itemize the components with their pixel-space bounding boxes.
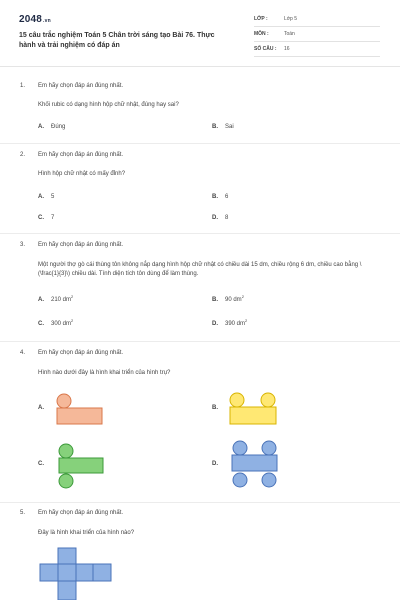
- option-text: 7: [51, 215, 55, 221]
- option-letter: D.: [212, 461, 218, 467]
- question-text: Khối rubic có dạng hình hộp chữ nhật, đúng hay sai?: [38, 102, 179, 108]
- option-exponent: 2: [71, 294, 74, 299]
- option-exponent: 2: [71, 318, 74, 323]
- option-text: 8: [225, 215, 229, 221]
- question-text: Hình hộp chữ nhật có mấy đỉnh?: [38, 171, 126, 177]
- logo-main: 2048: [19, 14, 43, 25]
- question-number: 2.: [20, 152, 26, 158]
- option-text: Sai: [225, 124, 234, 130]
- question-text: Hình nào dưới đây là hình khai triển của hình trụ?: [38, 370, 171, 376]
- option-text: Đúng: [51, 124, 66, 130]
- question-instruction: Em hãy chọn đáp án đúng nhất.: [38, 510, 124, 516]
- question-number: 1.: [20, 83, 26, 89]
- meta-key: SỐ CÂU :: [254, 46, 277, 52]
- option-letter: C.: [38, 321, 44, 327]
- meta-value: Lớp 5: [284, 16, 298, 22]
- option-exponent: 2: [241, 294, 244, 299]
- net-square-bottom: [58, 581, 76, 600]
- option-text: 390 dm: [225, 321, 246, 327]
- question-instruction: Em hãy chọn đáp án đúng nhất.: [38, 242, 124, 248]
- option-letter: A.: [38, 124, 44, 130]
- option-text: 300 dm: [51, 321, 72, 327]
- net-square-right: [76, 564, 93, 581]
- option-letter: D.: [212, 321, 218, 327]
- option-letter: C.: [38, 461, 44, 467]
- question-number: 4.: [20, 350, 26, 356]
- meta-value: Toán: [284, 31, 295, 37]
- option-letter: B.: [212, 124, 218, 130]
- question-number: 3.: [20, 242, 26, 248]
- option-letter: A.: [38, 194, 44, 200]
- question-text: Đây là hình khai triển của hình nào?: [38, 530, 135, 536]
- option-text: 90 dm: [225, 297, 242, 303]
- question-text: Một người thợ gò cái thùng tôn không nắp dạng hình hộp chữ nhật có chiều dài 15 dm, chiều rộng 6 dm, chiều cao bằng \(\frac{1}{3}\) chiều dài. Tính diện tích tôn dùng để làm thùng.: [38, 262, 362, 277]
- option-text: 210 dm: [51, 297, 72, 303]
- meta-value: 16: [284, 46, 290, 52]
- page-title: 15 câu trắc nghiệm Toán 5 Chân trời sáng tạo Bài 76. Thực hành và trải nghiệm có đáp án: [19, 32, 215, 49]
- net-square-far-right: [93, 564, 111, 581]
- meta-key: MÔN :: [254, 31, 269, 37]
- option-letter: B.: [212, 405, 218, 411]
- logo-sub: .vn: [43, 18, 51, 24]
- option-exponent: 2: [245, 318, 248, 323]
- net-square-top: [58, 548, 76, 564]
- option-letter: A.: [38, 405, 44, 411]
- option-text: 5: [51, 194, 55, 200]
- question-number: 5.: [20, 510, 26, 516]
- net-square-left: [40, 564, 58, 581]
- option-letter: B.: [212, 297, 218, 303]
- question-instruction: Em hãy chọn đáp án đúng nhất.: [38, 83, 124, 89]
- question-instruction: Em hãy chọn đáp án đúng nhất.: [38, 152, 124, 158]
- meta-key: LỚP :: [254, 16, 268, 22]
- question-instruction: Em hãy chọn đáp án đúng nhất.: [38, 350, 124, 356]
- option-letter: D.: [212, 215, 218, 221]
- option-letter: B.: [212, 194, 218, 200]
- option-letter: C.: [38, 215, 44, 221]
- option-letter: A.: [38, 297, 44, 303]
- option-text: 6: [225, 194, 229, 200]
- net-square-center: [58, 564, 76, 581]
